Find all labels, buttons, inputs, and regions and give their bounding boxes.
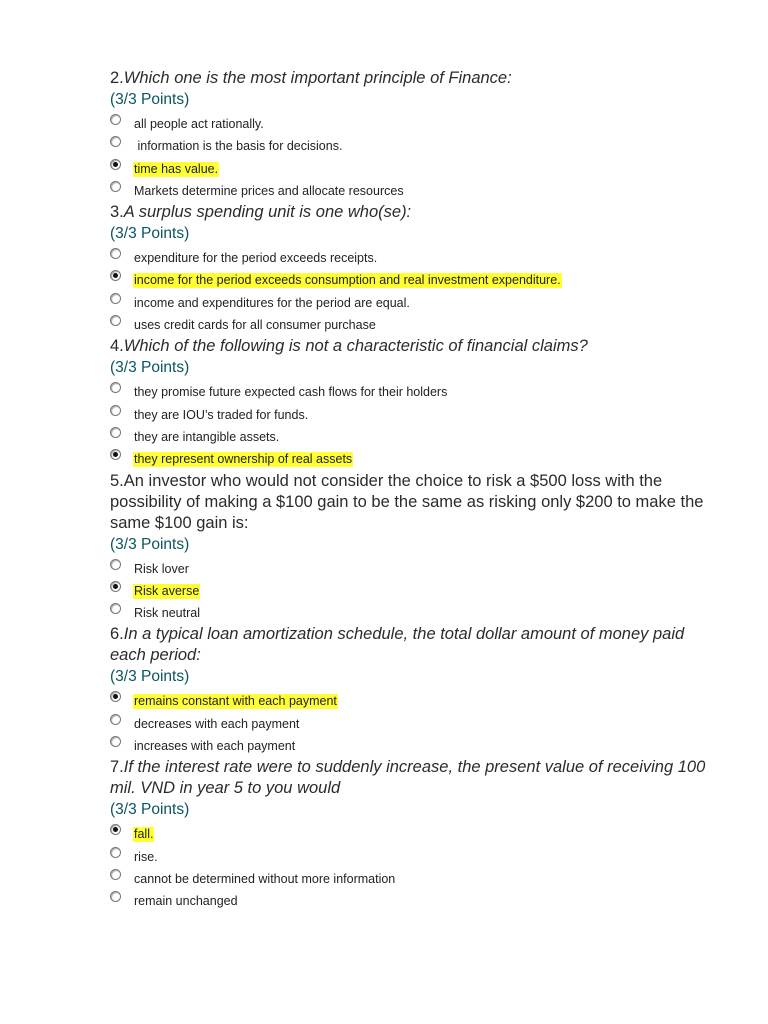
answer-option-selected[interactable]	[110, 448, 710, 470]
option-label: they are intangible assets.	[134, 429, 280, 444]
answer-option[interactable]	[110, 180, 710, 202]
answer-option-selected[interactable]	[110, 158, 710, 180]
option-label: Risk neutral	[134, 606, 200, 621]
option-label-highlighted: remains constant with each payment	[134, 694, 337, 709]
points-label: (3/3 Points)	[110, 359, 190, 377]
radio-button-selected[interactable]	[110, 824, 121, 835]
radio-button[interactable]	[110, 315, 121, 326]
points-label: (3/3 Points)	[110, 801, 190, 819]
radio-button[interactable]	[110, 248, 121, 259]
question-text: 4.Which of the following is not a characteristic of financial claims?	[110, 337, 588, 356]
question-text: 5.An investor who would not consider the choice to risk a $500 loss with the possibility of making a $100 gain to be the same as risking only $200 to make the same $100 gain is:	[110, 471, 704, 532]
answer-option[interactable]	[110, 135, 710, 157]
points-label: (3/3 Points)	[110, 91, 190, 108]
question-5	[110, 471, 710, 625]
option-label-highlighted: income for the period exceeds consumption and real investment expenditure.	[134, 273, 561, 288]
question-text: 3.A surplus spending unit is one who(se):	[110, 203, 412, 222]
radio-button[interactable]	[110, 891, 121, 902]
option-label-highlighted: fall.	[134, 827, 154, 842]
answer-option-selected[interactable]	[110, 269, 710, 291]
option-label: they promise future expected cash flows for their holders	[134, 385, 448, 400]
question-4	[110, 336, 710, 470]
radio-button[interactable]	[110, 114, 121, 125]
answer-option[interactable]	[110, 314, 710, 336]
radio-button[interactable]	[110, 136, 121, 147]
radio-button[interactable]	[110, 869, 121, 880]
option-label: cannot be determined without more information	[134, 871, 396, 886]
radio-button[interactable]	[110, 559, 121, 570]
option-label-highlighted: time has value.	[134, 161, 219, 176]
option-label: Risk lover	[134, 561, 189, 576]
answer-option[interactable]	[110, 558, 710, 580]
option-label: information is the basis for decisions.	[134, 139, 343, 154]
radio-button-selected[interactable]	[110, 691, 121, 702]
option-label-highlighted: they represent ownership of real assets	[134, 452, 353, 467]
answer-option[interactable]	[110, 292, 710, 314]
points-label: (3/3 Points)	[110, 535, 190, 553]
points-label: (3/3 Points)	[110, 668, 190, 686]
answer-option[interactable]	[110, 713, 710, 735]
answer-option[interactable]	[110, 602, 710, 624]
radio-button[interactable]	[110, 293, 121, 304]
answer-option[interactable]	[110, 381, 710, 403]
radio-button[interactable]	[110, 736, 121, 747]
question-3	[110, 202, 710, 336]
option-label: income and expenditures for the period are equal.	[134, 295, 410, 310]
radio-button-selected[interactable]	[110, 581, 121, 592]
option-label: they are IOU’s traded for funds.	[134, 407, 309, 422]
radio-button[interactable]	[110, 427, 121, 438]
radio-button[interactable]	[110, 603, 121, 614]
option-label: remain unchanged	[134, 894, 238, 909]
radio-button-selected[interactable]	[110, 449, 121, 460]
question-2	[110, 68, 710, 202]
option-label: rise.	[134, 849, 158, 864]
points-label: (3/3 Points)	[110, 225, 190, 243]
radio-button[interactable]	[110, 847, 121, 858]
answer-option[interactable]	[110, 868, 710, 890]
answer-option[interactable]	[110, 890, 710, 912]
option-label-highlighted: Risk averse	[134, 583, 200, 598]
answer-option-selected[interactable]	[110, 580, 710, 602]
option-label: uses credit cards for all consumer purchase	[134, 318, 376, 333]
option-label: decreases with each payment	[134, 716, 300, 731]
question-7	[110, 757, 710, 912]
question-6	[110, 624, 710, 757]
option-label: all people act rationally.	[134, 117, 264, 131]
question-text: 2.Which one is the most important principle of Finance:	[110, 69, 512, 87]
radio-button[interactable]	[110, 181, 121, 192]
radio-button[interactable]	[110, 382, 121, 393]
radio-button[interactable]	[110, 405, 121, 416]
answer-option[interactable]	[110, 404, 710, 426]
quiz-page	[110, 68, 710, 913]
answer-option[interactable]	[110, 426, 710, 448]
option-label: increases with each payment	[134, 739, 296, 754]
radio-button[interactable]	[110, 714, 121, 725]
radio-button-selected[interactable]	[110, 159, 121, 170]
option-label: expenditure for the period exceeds receipts.	[134, 251, 378, 266]
question-text: 7.If the interest rate were to suddenly increase, the present value of receiving 100 mil. VND in year 5 to you would	[110, 758, 706, 798]
question-text: 6.In a typical loan amortization schedule, the total dollar amount of money paid each period:	[110, 625, 685, 665]
answer-option-selected[interactable]	[110, 823, 710, 845]
answer-option[interactable]	[110, 113, 710, 135]
radio-button-selected[interactable]	[110, 270, 121, 281]
answer-option-selected[interactable]	[110, 690, 710, 712]
answer-option[interactable]	[110, 846, 710, 868]
answer-option[interactable]	[110, 735, 710, 757]
option-label: Markets determine prices and allocate resources	[134, 183, 404, 198]
answer-option[interactable]	[110, 247, 710, 269]
